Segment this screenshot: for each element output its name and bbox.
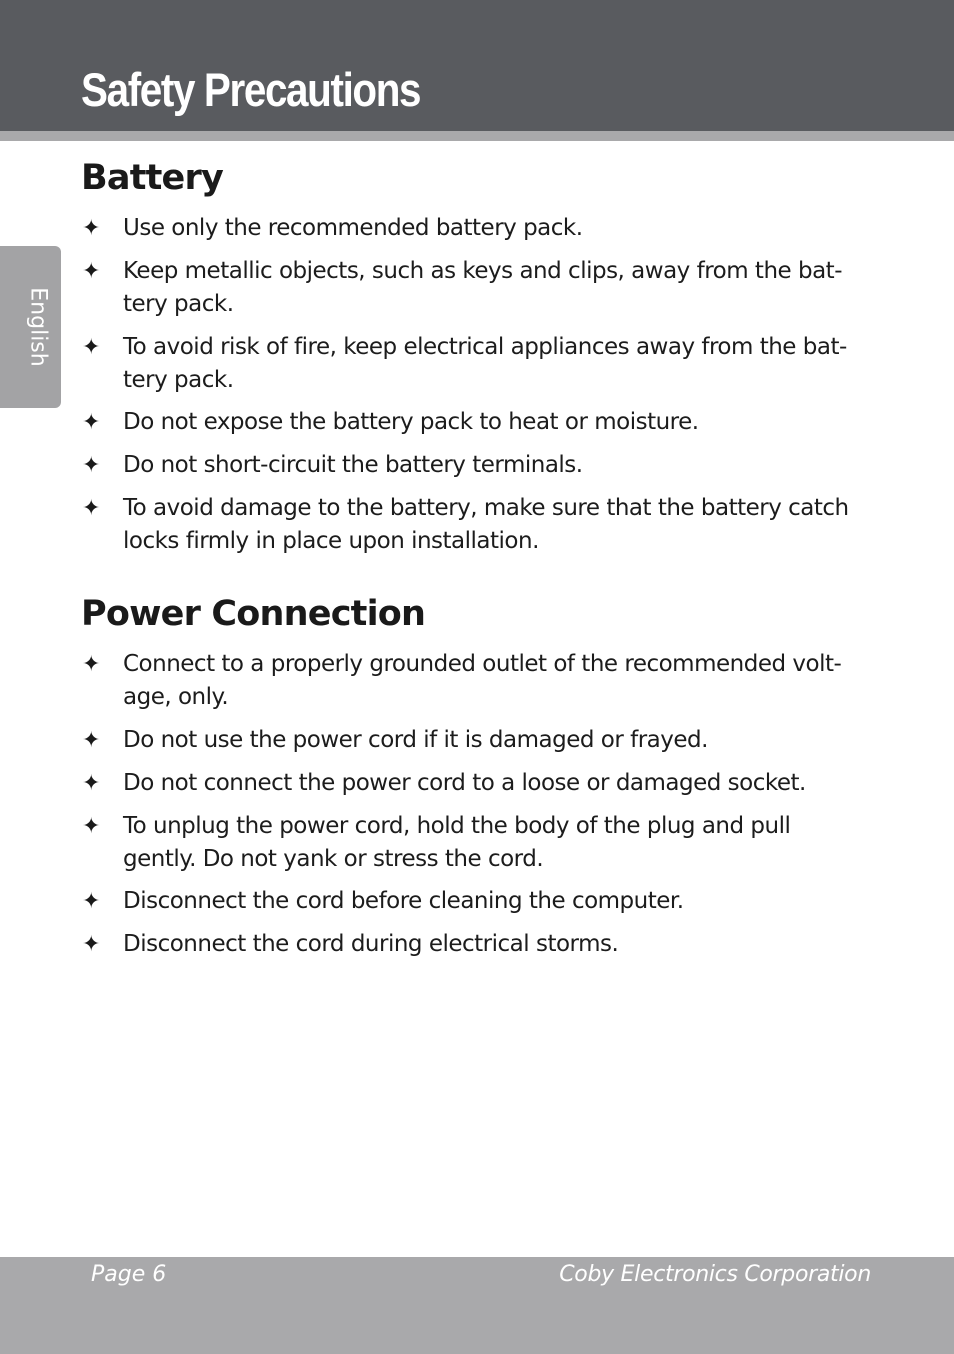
bullet-icon: ✦ bbox=[82, 453, 101, 478]
battery-item-6: To avoid damage to the battery, make sure that the battery catch locks firmly in place upon installation. bbox=[123, 495, 849, 554]
battery-item-4: Do not expose the battery pack to heat or moisture. bbox=[123, 409, 699, 435]
bullet-icon: ✦ bbox=[82, 814, 101, 839]
power-item-2: Do not use the power cord if it is damaged or frayed. bbox=[123, 727, 708, 753]
battery-item-3: To avoid risk of fire, keep electrical appliances away from the bat- tery pack. bbox=[123, 334, 847, 393]
battery-item-1: Use only the recommended battery pack. bbox=[123, 215, 583, 241]
bullet-icon: ✦ bbox=[82, 932, 101, 957]
section-title-battery: Battery bbox=[81, 158, 223, 198]
bullet-icon: ✦ bbox=[82, 335, 101, 360]
bullet-icon: ✦ bbox=[82, 889, 101, 914]
language-tab-label: English bbox=[25, 287, 51, 367]
power-item-4: To unplug the power cord, hold the body of the plug and pull gently. Do not yank or stress the cord. bbox=[123, 813, 791, 872]
company-name: Coby Electronics Corporation bbox=[559, 1262, 871, 1287]
power-item-1: Connect to a properly grounded outlet of the recommended volt- age, only. bbox=[123, 651, 842, 710]
bullet-icon: ✦ bbox=[82, 410, 101, 435]
page-title: Safety Precautions bbox=[81, 63, 421, 116]
language-tab bbox=[0, 246, 61, 408]
power-item-3: Do not connect the power cord to a loose or damaged socket. bbox=[123, 770, 806, 796]
power-item-6: Disconnect the cord during electrical storms. bbox=[123, 931, 619, 957]
battery-item-5: Do not short-circuit the battery terminals. bbox=[123, 452, 583, 478]
bullet-icon: ✦ bbox=[82, 259, 101, 284]
section-title-power-connection: Power Connection bbox=[81, 594, 426, 634]
battery-item-2: Keep metallic objects, such as keys and clips, away from the bat- tery pack. bbox=[123, 258, 842, 317]
header-stripe bbox=[0, 131, 954, 141]
bullet-icon: ✦ bbox=[82, 728, 101, 753]
bullet-icon: ✦ bbox=[82, 496, 101, 521]
power-item-5: Disconnect the cord before cleaning the computer. bbox=[123, 888, 684, 914]
bullet-icon: ✦ bbox=[82, 216, 101, 241]
bullet-icon: ✦ bbox=[82, 652, 101, 677]
page-number: Page 6 bbox=[91, 1262, 167, 1287]
bullet-icon: ✦ bbox=[82, 771, 101, 796]
